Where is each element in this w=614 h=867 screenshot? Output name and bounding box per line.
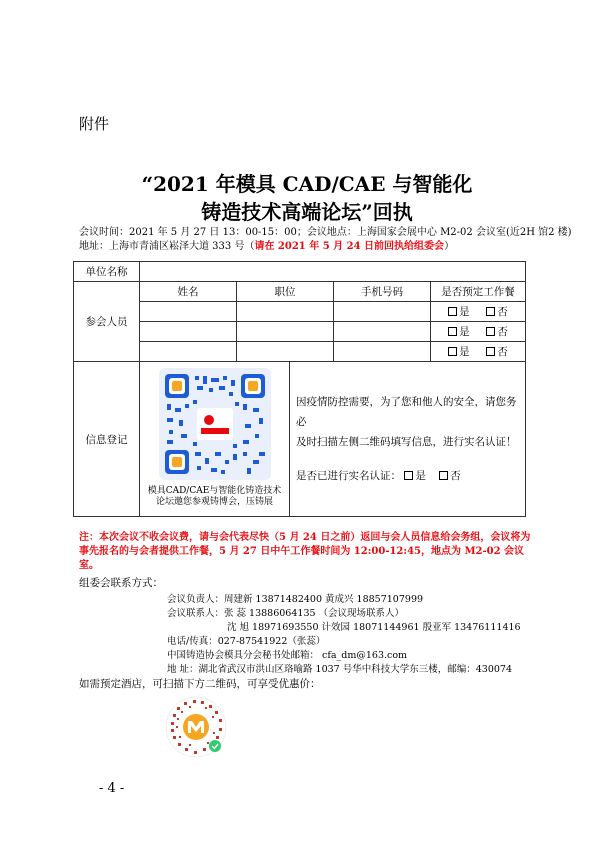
contact-line-3: 沈 旭 18971693550 计效园 18071144961 殷亚军 13476111416 <box>227 622 521 633</box>
name-cell[interactable] <box>140 342 237 362</box>
qr-cell <box>140 362 290 517</box>
name-cell[interactable] <box>140 322 237 342</box>
header-name: 姓名 <box>140 282 237 302</box>
attachment-label: 附件 <box>79 115 110 133</box>
qr-caption-line-1: 模具CAD/CAE与智能化铸造技术 <box>147 486 282 496</box>
realname-yes-checkbox[interactable] <box>404 471 413 480</box>
meal-yes-checkbox[interactable] <box>448 307 457 316</box>
info-text-line-1: 因疫情防控需要，为了您和他人的安全，请您务必 <box>296 396 517 428</box>
title-line-2: 铸造技术高端论坛”回执 <box>201 200 413 224</box>
unit-label: 单位名称 <box>74 262 140 282</box>
meeting-address <box>79 237 454 252</box>
org-contact-label: 组委会联系方式： <box>79 577 163 589</box>
phone-cell[interactable] <box>334 302 431 322</box>
phone-cell[interactable] <box>334 322 431 342</box>
contact-line-4: 电话/传真：027-87541922（张蕊） <box>167 636 326 647</box>
meeting-time: 会议时间：2021 年 5 月 27 日 13：00-15：00；会议地点：上海国家会展中心 M2-02 会议室(近2H 馆2 楼) <box>79 227 572 238</box>
qr-caption <box>140 486 289 508</box>
meal-no-checkbox[interactable] <box>486 347 495 356</box>
info-label: 信息登记 <box>74 362 140 517</box>
unit-input-cell[interactable] <box>140 262 526 282</box>
realname-no-label: 否 <box>450 470 461 482</box>
attendee-row <box>74 342 526 362</box>
header-meal: 是否预定工作餐 <box>431 282 526 302</box>
meal-cell <box>431 322 526 342</box>
meal-yes-checkbox[interactable] <box>448 347 457 356</box>
registration-form <box>73 261 526 517</box>
address-suffix: ） <box>444 241 455 252</box>
registration-qr-code[interactable] <box>159 368 271 480</box>
meal-yes-label: 是 <box>459 326 470 338</box>
page-number: - 4 - <box>99 781 125 796</box>
realname-yes-label: 是 <box>415 470 426 482</box>
title-line-1: “2021 年模具 CAD/CAE 与智能化 <box>141 172 473 196</box>
meal-yes-label: 是 <box>459 346 470 358</box>
meal-no-label: 否 <box>497 346 508 358</box>
realname-question <box>296 466 525 486</box>
attendee-label: 参会人员 <box>74 282 140 362</box>
meal-cell <box>431 342 526 362</box>
position-cell[interactable] <box>237 322 334 342</box>
position-cell[interactable] <box>237 302 334 322</box>
info-text-cell <box>290 362 526 517</box>
hotel-mini-program-code[interactable] <box>165 696 227 758</box>
hotel-text: 如需预定酒店，可扫描下方二维码，可享受优惠价： <box>79 678 321 690</box>
qr-caption-line-2: 论坛邀您参观铸博会，压铸展 <box>155 497 273 507</box>
contact-line-2: 会议联系人：张 蕊 13886064135 （会议现场联系人） <box>167 608 405 619</box>
meal-yes-checkbox[interactable] <box>448 327 457 336</box>
unit-row <box>74 262 526 282</box>
address-deadline: 请在 2021 年 5 月 24 日前回执给组委会 <box>254 241 445 252</box>
meal-no-label: 否 <box>497 326 508 338</box>
meal-no-checkbox[interactable] <box>486 327 495 336</box>
realname-no-checkbox[interactable] <box>439 471 448 480</box>
contact-line-6: 地 址：湖北省武汉市洪山区珞喻路 1037 号华中科技大学东三楼，邮编：430074 <box>167 664 513 675</box>
header-phone: 手机号码 <box>334 282 431 302</box>
info-text-line-2: 及时扫描左侧二维码填写信息，进行实名认证！ <box>296 436 517 448</box>
meal-no-label: 否 <box>497 306 508 318</box>
phone-cell[interactable] <box>334 342 431 362</box>
name-cell[interactable] <box>140 302 237 322</box>
attendee-row <box>74 302 526 322</box>
attendee-header-row <box>74 282 526 302</box>
header-position: 职位 <box>237 282 334 302</box>
info-row <box>74 362 526 517</box>
address-prefix: 地址：上海市青浦区崧泽大道 333 号（ <box>79 241 255 252</box>
meal-no-checkbox[interactable] <box>486 307 495 316</box>
contact-line-5: 中国铸造协会模具分会秘书处邮箱： cfa_dm@163.com <box>167 650 408 661</box>
realname-question-label: 是否已进行实名认证： <box>296 470 401 482</box>
position-cell[interactable] <box>237 342 334 362</box>
contact-line-1: 会议负责人：周建新 13871482400 黄成兴 18857107999 <box>167 594 424 605</box>
attendee-row <box>74 322 526 342</box>
meal-cell <box>431 302 526 322</box>
meal-yes-label: 是 <box>459 306 470 318</box>
red-notice: 注：本次会议不收会议费，请与会代表尽快（5 月 24 日之前）返回与会人员信息给会务组，会议将为事先报名的与会者提供工作餐，5 月 27 日中午工作餐时间为 12:00-12:45，地点为 M2-02 会议室。 <box>79 532 531 571</box>
